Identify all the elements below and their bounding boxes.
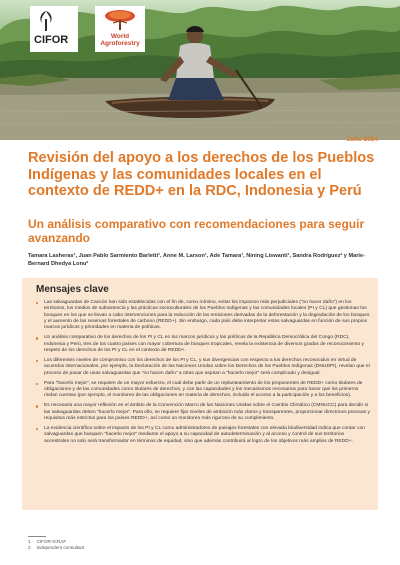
footnotes (28, 536, 228, 551)
document-title: Revisión del apoyo a los derechos de los Pueblos Indígenas y las comunidades locales en el contexto de REDD+ en la RDC, Indonesia y Perú (28, 150, 375, 199)
footnote-number: 1 (28, 538, 31, 544)
footnote-number: 2 (28, 544, 31, 550)
world-agroforestry-logo (95, 6, 145, 52)
list-item: La evidencia científica sobre el impacto de los PI y CL como administradores de paisajes forestales con elevada biodiversidad indica que contar con salvaguardas que busquen “hacerlo mejor” mediante el apoyo a su capacidad de autodeterminación y al acceso y control de sus territorios ancestrales no solo será transformador en términos de equidad, sino que además contribuirá al logro de los objetivos más amplios de REDD+. (36, 426, 370, 445)
cifor-logo-label: CIFOR (34, 34, 69, 46)
list-item: Es necesaria una mayor reflexión en el ámbito de la Convención Marco de las Naciones Unidas sobre el Cambio Climático (CMNUCC) para decidir si las salvaguardas deben “hacerlo mejor”. Para ello, se requiere fijar niveles de ambición más claros y transparentes, proporcionar directrices precisas y requisitos más estrictos para los países REDD+, así como un monitoreo más riguroso de su cumplimiento. (36, 403, 370, 422)
footnote-text: CIFOR-ICRAF (36, 538, 67, 544)
list-item: Los diferentes niveles de compromiso con los derechos de los PI y CL, y sus divergencias con respecto a los derechos reconocidos en virtud de acuerdos internacionales, por ejemplo, la Declaración de las Naciones Unidas sobre los Derechos de los Pueblos Indígenas (DNUDPI), revelan que el proceso de pasar de unas salvaguardas que “no hacen daño” a otras que aspiran a “hacerlo mejor” será complicado y desigual. (36, 358, 370, 377)
author-list: Tamara Lasheras¹, Juan Pablo Sarmiento Barletti¹, Anne M. Larson¹, Ade Tamara¹, Nining Liswanti¹, Sandra Rodríguez² y Marie-Bernard Dhedya Lonu² (28, 253, 365, 268)
list-item: Un análisis comparativo de los derechos de los PI y CL en los marcos jurídicos y las políticas de la República Democrática del Congo (RDC), Indonesia y Perú, tres de los cuatro países con mayor cobertura de bosques tropicales, revela la existencia de diversos grados de reconocimiento y respeto de los derechos de los PI y CL en el contexto de REDD+. (36, 335, 370, 354)
cifor-logo-icon (36, 10, 56, 32)
footnote (28, 545, 228, 551)
list-item: Las salvaguardas de Cancún han sido establecidas con el fin de, como mínimo, evitar los impactos más perjudiciales (“no hacer daño”) en los territorios, los medios de subsistencia y las prácticas socioculturales de los Pueblos Indígenas y las comunidades locales (PI y CL) que gestionan los bosques en los que se llevan a cabo intervenciones para la reducción de las emisiones derivadas de la deforestación y la degradación de los bosques y el aumento de las reservas forestales de carbono (REDD+). Sin embargo, cada país debe interpretar estas salvaguardas en función de sus propios marcos jurídicos y prioridades en materia de políticas. (36, 300, 370, 332)
list-item: Para “hacerlo mejor”, se requiere de un mayor esfuerzo, el cual debe partir de un replanteamiento de los proponentes de REDD+ como titulares de obligaciones y de las comunidades como titulares de derechos, y con las capacidades y los mecanismos necesarios para hacer que los primeros rindan cuentas (por ejemplo, el monitoreo de las obligaciones en materia de derechos, incluido el acceso a la participación y a los beneficios). (36, 381, 370, 400)
publication-date: Julio 2024 (346, 136, 378, 143)
document-subtitle: Un análisis comparativo con recomendaciones para seguir avanzando (28, 217, 365, 245)
key-messages-heading: Mensajes clave (36, 284, 109, 295)
key-messages-box (22, 278, 378, 510)
cifor-logo (30, 6, 78, 52)
tree-logo-icon (103, 9, 137, 31)
footnote-text: Independent consultant (36, 544, 85, 550)
key-messages-list (36, 300, 370, 448)
world-agroforestry-label: World Agroforestry (100, 33, 140, 47)
footnote-divider (28, 536, 46, 537)
